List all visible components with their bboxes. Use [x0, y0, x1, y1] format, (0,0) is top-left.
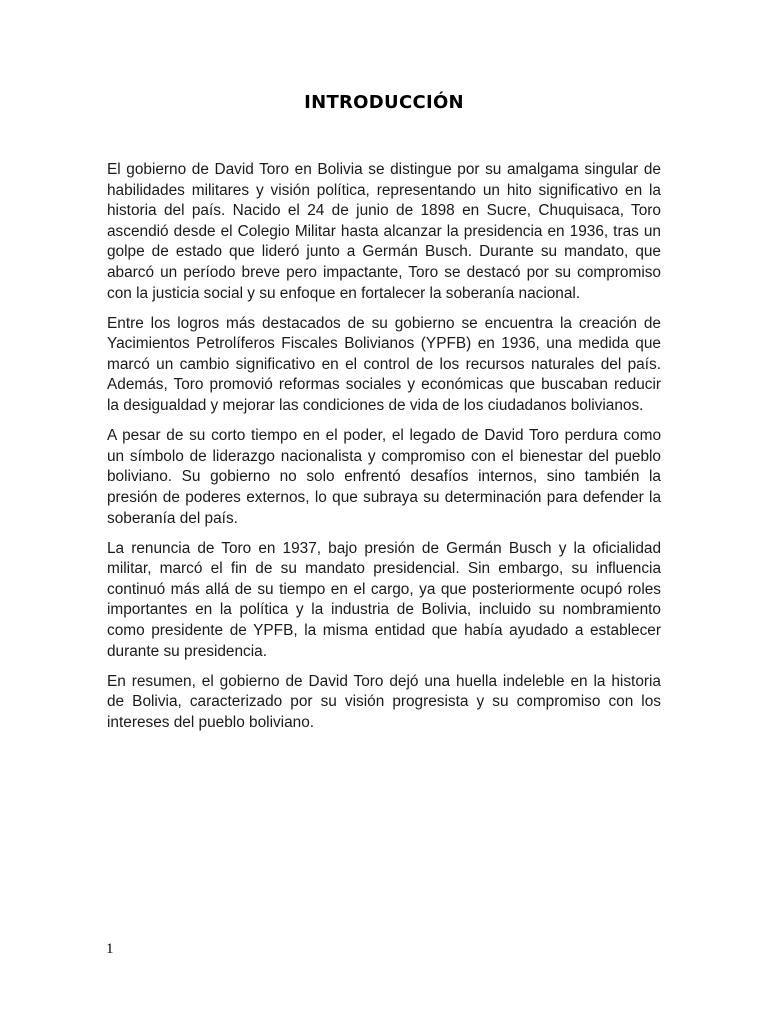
document-body — [107, 160, 661, 743]
paragraph-3: A pesar de su corto tiempo en el poder, el legado de David Toro perdura como un símbolo de liderazgo nacionalista y compromiso con el bienestar del pueblo boliviano. Su gobierno no solo enfrentó desafíos internos, sino también la presión de poderes externos, lo que subraya su determinación para defender la soberanía del país. — [107, 427, 661, 527]
page-number: 1 — [106, 941, 114, 957]
paragraph-1: El gobierno de David Toro en Bolivia se distingue por su amalgama singular de habilidades militares y visión política, representando un hito significativo en la historia del país. Nacido el 24 de junio de 1898 en Sucre, Chuquisaca, Toro ascendió desde el Colegio Militar hasta alcanzar la presidencia en 1936, tras un golpe de estado que lideró junto a Germán Busch. Durante su mandato, que abarcó un período breve pero impactante, Toro se destacó por su compromiso con la justicia social y su enfoque en fortalecer la soberanía nacional. — [107, 161, 661, 302]
paragraph-4: La renuncia de Toro en 1937, bajo presión de Germán Busch y la oficialidad militar, marcó el fin de su mandato presidencial. Sin embargo, su influencia continuó más allá de su tiempo en el cargo, ya que posteriormente ocupó roles importantes en la política y la industria de Bolivia, incluido su nombramiento como presidente de YPFB, la misma entidad que había ayudado a establecer durante su presidencia. — [107, 539, 661, 660]
paragraph-5: En resumen, el gobierno de David Toro dejó una huella indeleble en la historia de Bolivia, caracterizado por su visión progresista y su compromiso con los intereses del pueblo boliviano. — [107, 672, 661, 731]
paragraph-2: Entre los logros más destacados de su gobierno se encuentra la creación de Yacimientos Petrolíferos Fiscales Bolivianos (YPFB) en 1936, una medida que marcó un cambio significativo en el control de los recursos naturales del país. Además, Toro promovió reformas sociales y económicas que buscaban reducir la desigualdad y mejorar las condiciones de vida de los ciudadanos bolivianos. — [107, 314, 661, 415]
document-title: INTRODUCCIÓN — [304, 92, 464, 113]
